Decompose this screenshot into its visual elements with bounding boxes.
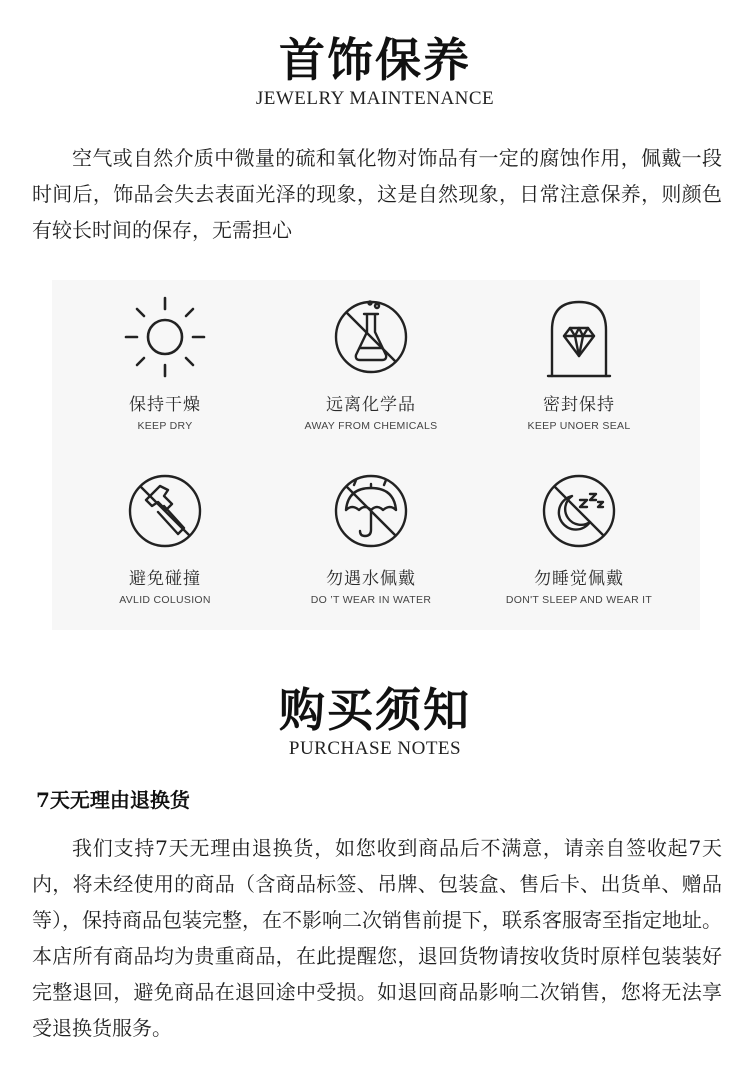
maintenance-paragraph: 空气或自然介质中微量的硫和氧化物对饰品有一定的腐蚀作用，佩戴一段时间后，饰品会失去表面光泽的现象，这是自然现象，日常注意保养，则颜色有较长时间的保存，无需担心 bbox=[32, 146, 722, 242]
maintenance-title: 首饰保养 bbox=[279, 33, 471, 87]
care-item-no-water bbox=[266, 466, 476, 606]
maintenance-subtitle: JEWELRY MAINTENANCE bbox=[255, 88, 495, 109]
care-item-keep-dry bbox=[60, 292, 270, 432]
care-label-cn: 保持干燥 bbox=[129, 395, 201, 415]
no-chemicals-icon bbox=[326, 292, 416, 382]
care-label-cn: 避免碰撞 bbox=[129, 569, 201, 589]
care-label-en: KEEP DRY bbox=[137, 420, 193, 432]
care-item-keep-sealed bbox=[474, 292, 684, 432]
sun-icon bbox=[120, 292, 210, 382]
return-policy-heading: 7天无理由退换货 bbox=[36, 788, 190, 812]
no-hammer-icon bbox=[120, 466, 210, 556]
care-item-no-sleep bbox=[474, 466, 684, 606]
return-policy-paragraph: 我们支持7天无理由退换货，如您收到商品后不满意，请亲自签收起7天内，将未经使用的商品（含商品标签、吊牌、包装盒、售后卡、出货单、赠品等），保持商品包装完整，在不影响二次销售前提下，联系客服寄至指定地址。本店所有商品均为贵重商品，在此提醒您，退回货物请按收货时原样包装装好完整退回，避免商品在退回途中受损。如退回商品影响二次销售，您将无法享受退换货服务。 bbox=[32, 836, 722, 1040]
care-item-avoid-collision bbox=[60, 466, 270, 606]
sealed-diamond-icon bbox=[534, 292, 624, 382]
care-label-en: AVLID COLUSION bbox=[119, 594, 211, 606]
purchase-subtitle: PURCHASE NOTES bbox=[288, 738, 462, 759]
no-umbrella-rain-icon bbox=[326, 466, 416, 556]
care-label-en: DON'T SLEEP AND WEAR IT bbox=[505, 594, 653, 606]
care-label-cn: 密封保持 bbox=[543, 395, 615, 415]
care-label-cn: 远离化学品 bbox=[326, 395, 416, 415]
care-label-en: DO ’T WEAR IN WATER bbox=[310, 594, 432, 606]
care-label-en: AWAY FROM CHEMICALS bbox=[304, 420, 438, 432]
care-label-cn: 勿遇水佩戴 bbox=[326, 569, 416, 589]
purchase-title: 购买须知 bbox=[279, 683, 471, 737]
no-sleep-icon bbox=[534, 466, 624, 556]
care-label-en: KEEP UNOER SEAL bbox=[527, 420, 631, 432]
care-item-away-from-chemicals bbox=[266, 292, 476, 432]
care-label-cn: 勿睡觉佩戴 bbox=[534, 569, 624, 589]
